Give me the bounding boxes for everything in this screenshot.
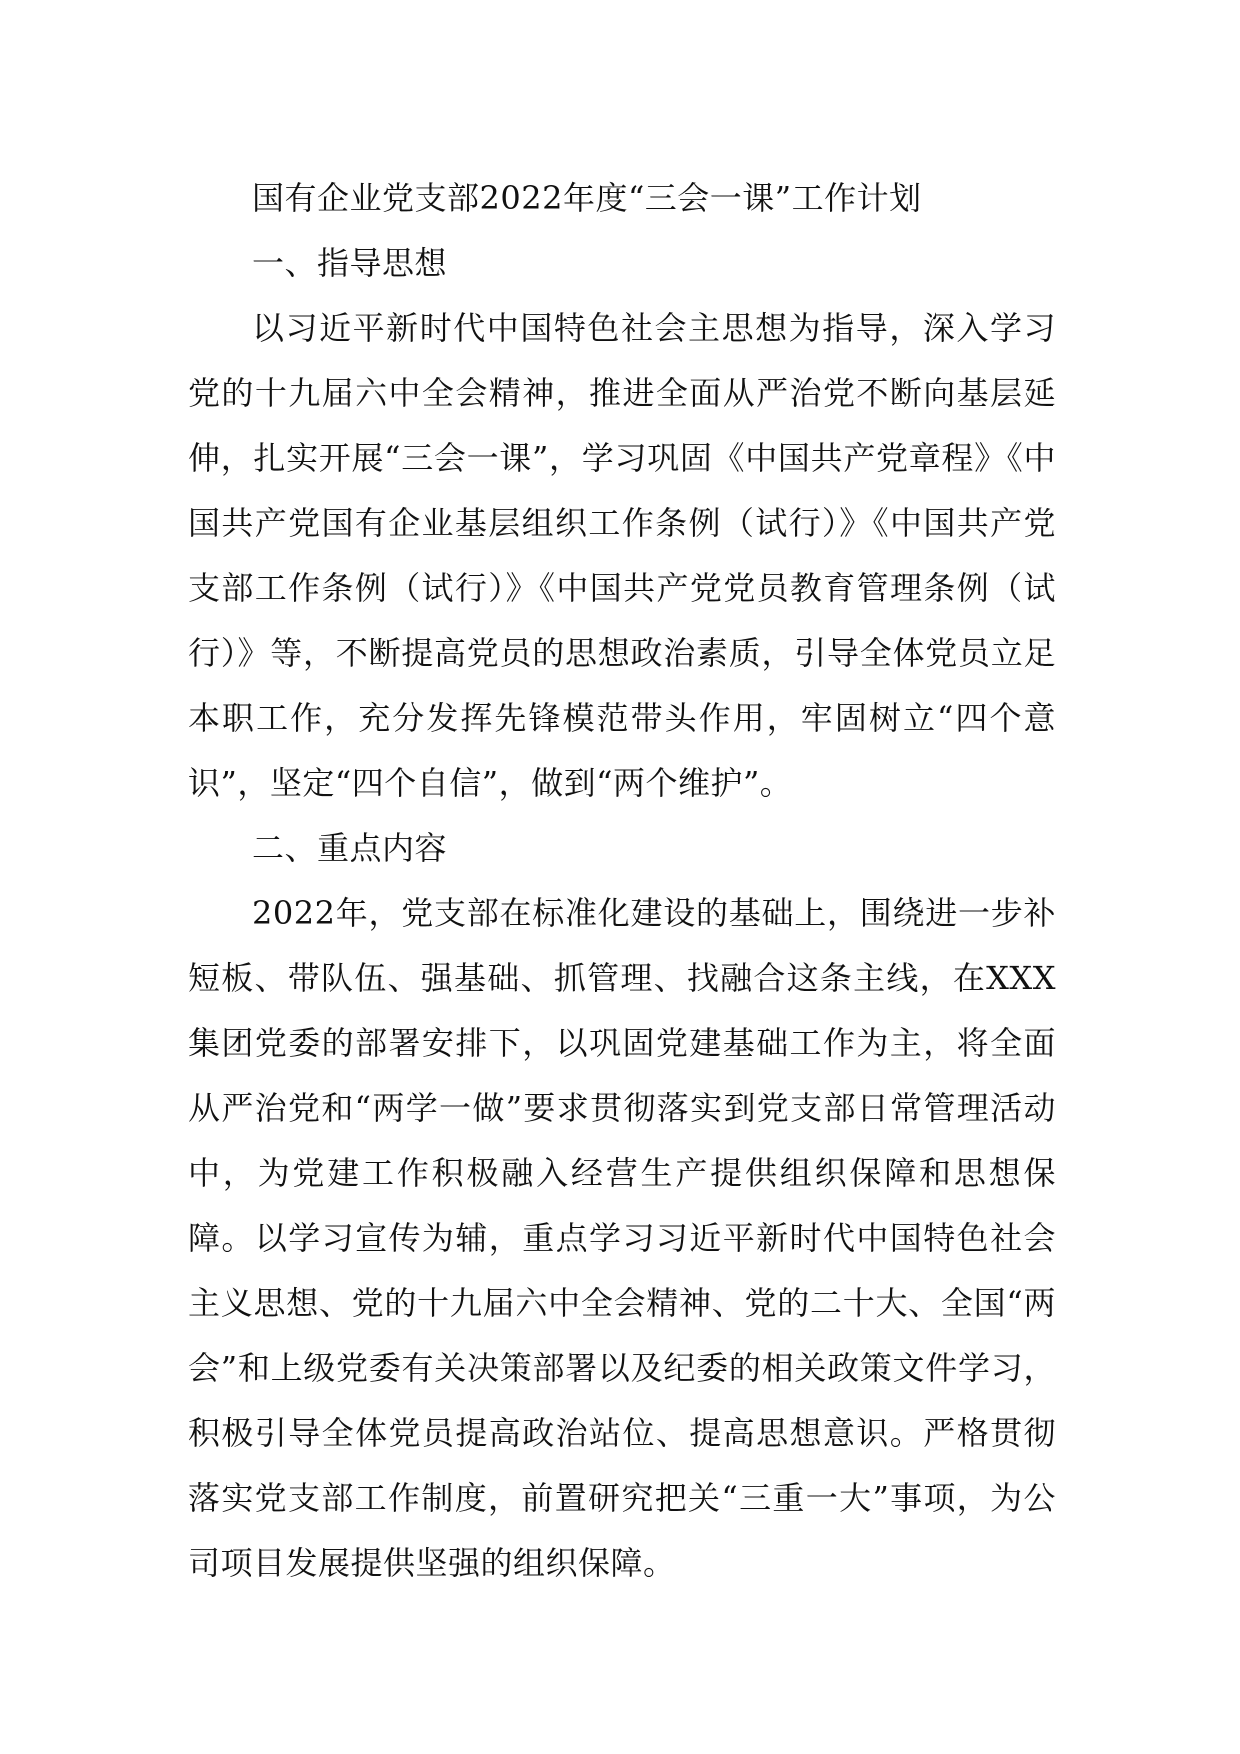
section-heading-guiding-ideology: 一、指导思想: [252, 244, 448, 282]
document-body: [188, 166, 1056, 1596]
section-heading-key-content: 二、重点内容: [252, 829, 448, 867]
paragraph-key-content: 2022年，党支部在标准化建设的基础上，围绕进一步补短板、带队伍、强基础、抓管理、找融合这条主线，在XXX集团党委的部署安排下，以巩固党建基础工作为主，将全面从严治党和“两学一做”要求贯彻落实到党支部日常管理活动中，为党建工作积极融入经营生产提供组织保障和思想保障。以学习宣传为辅，重点学习习近平新时代中国特色社会主义思想、党的十九届六中全会精神、党的二十大、全国“两会”和上级党委有关决策部署以及纪委的相关政策文件学习，积极引导全体党员提高政治站位、提高思想意识。严格贯彻落实党支部工作制度，前置研究把关“三重一大”事项，为公司项目发展提供坚强的组织保障。: [188, 894, 1056, 1582]
document-title: 国有企业党支部2022年度“三会一课”工作计划: [252, 179, 922, 217]
paragraph-guiding-ideology: 以习近平新时代中国特色社会主思想为指导，深入学习党的十九届六中全会精神，推进全面从严治党不断向基层延伸，扎实开展“三会一课”，学习巩固《中国共产党章程》《中国共产党国有企业基层组织工作条例（试行）》《中国共产党支部工作条例（试行）》《中国共产党党员教育管理条例（试行）》等，不断提高党员的思想政治素质，引导全体党员立足本职工作，充分发挥先锋模范带头作用，牢固树立“四个意识”，坚定“四个自信”，做到“两个维护”。: [188, 309, 1056, 802]
